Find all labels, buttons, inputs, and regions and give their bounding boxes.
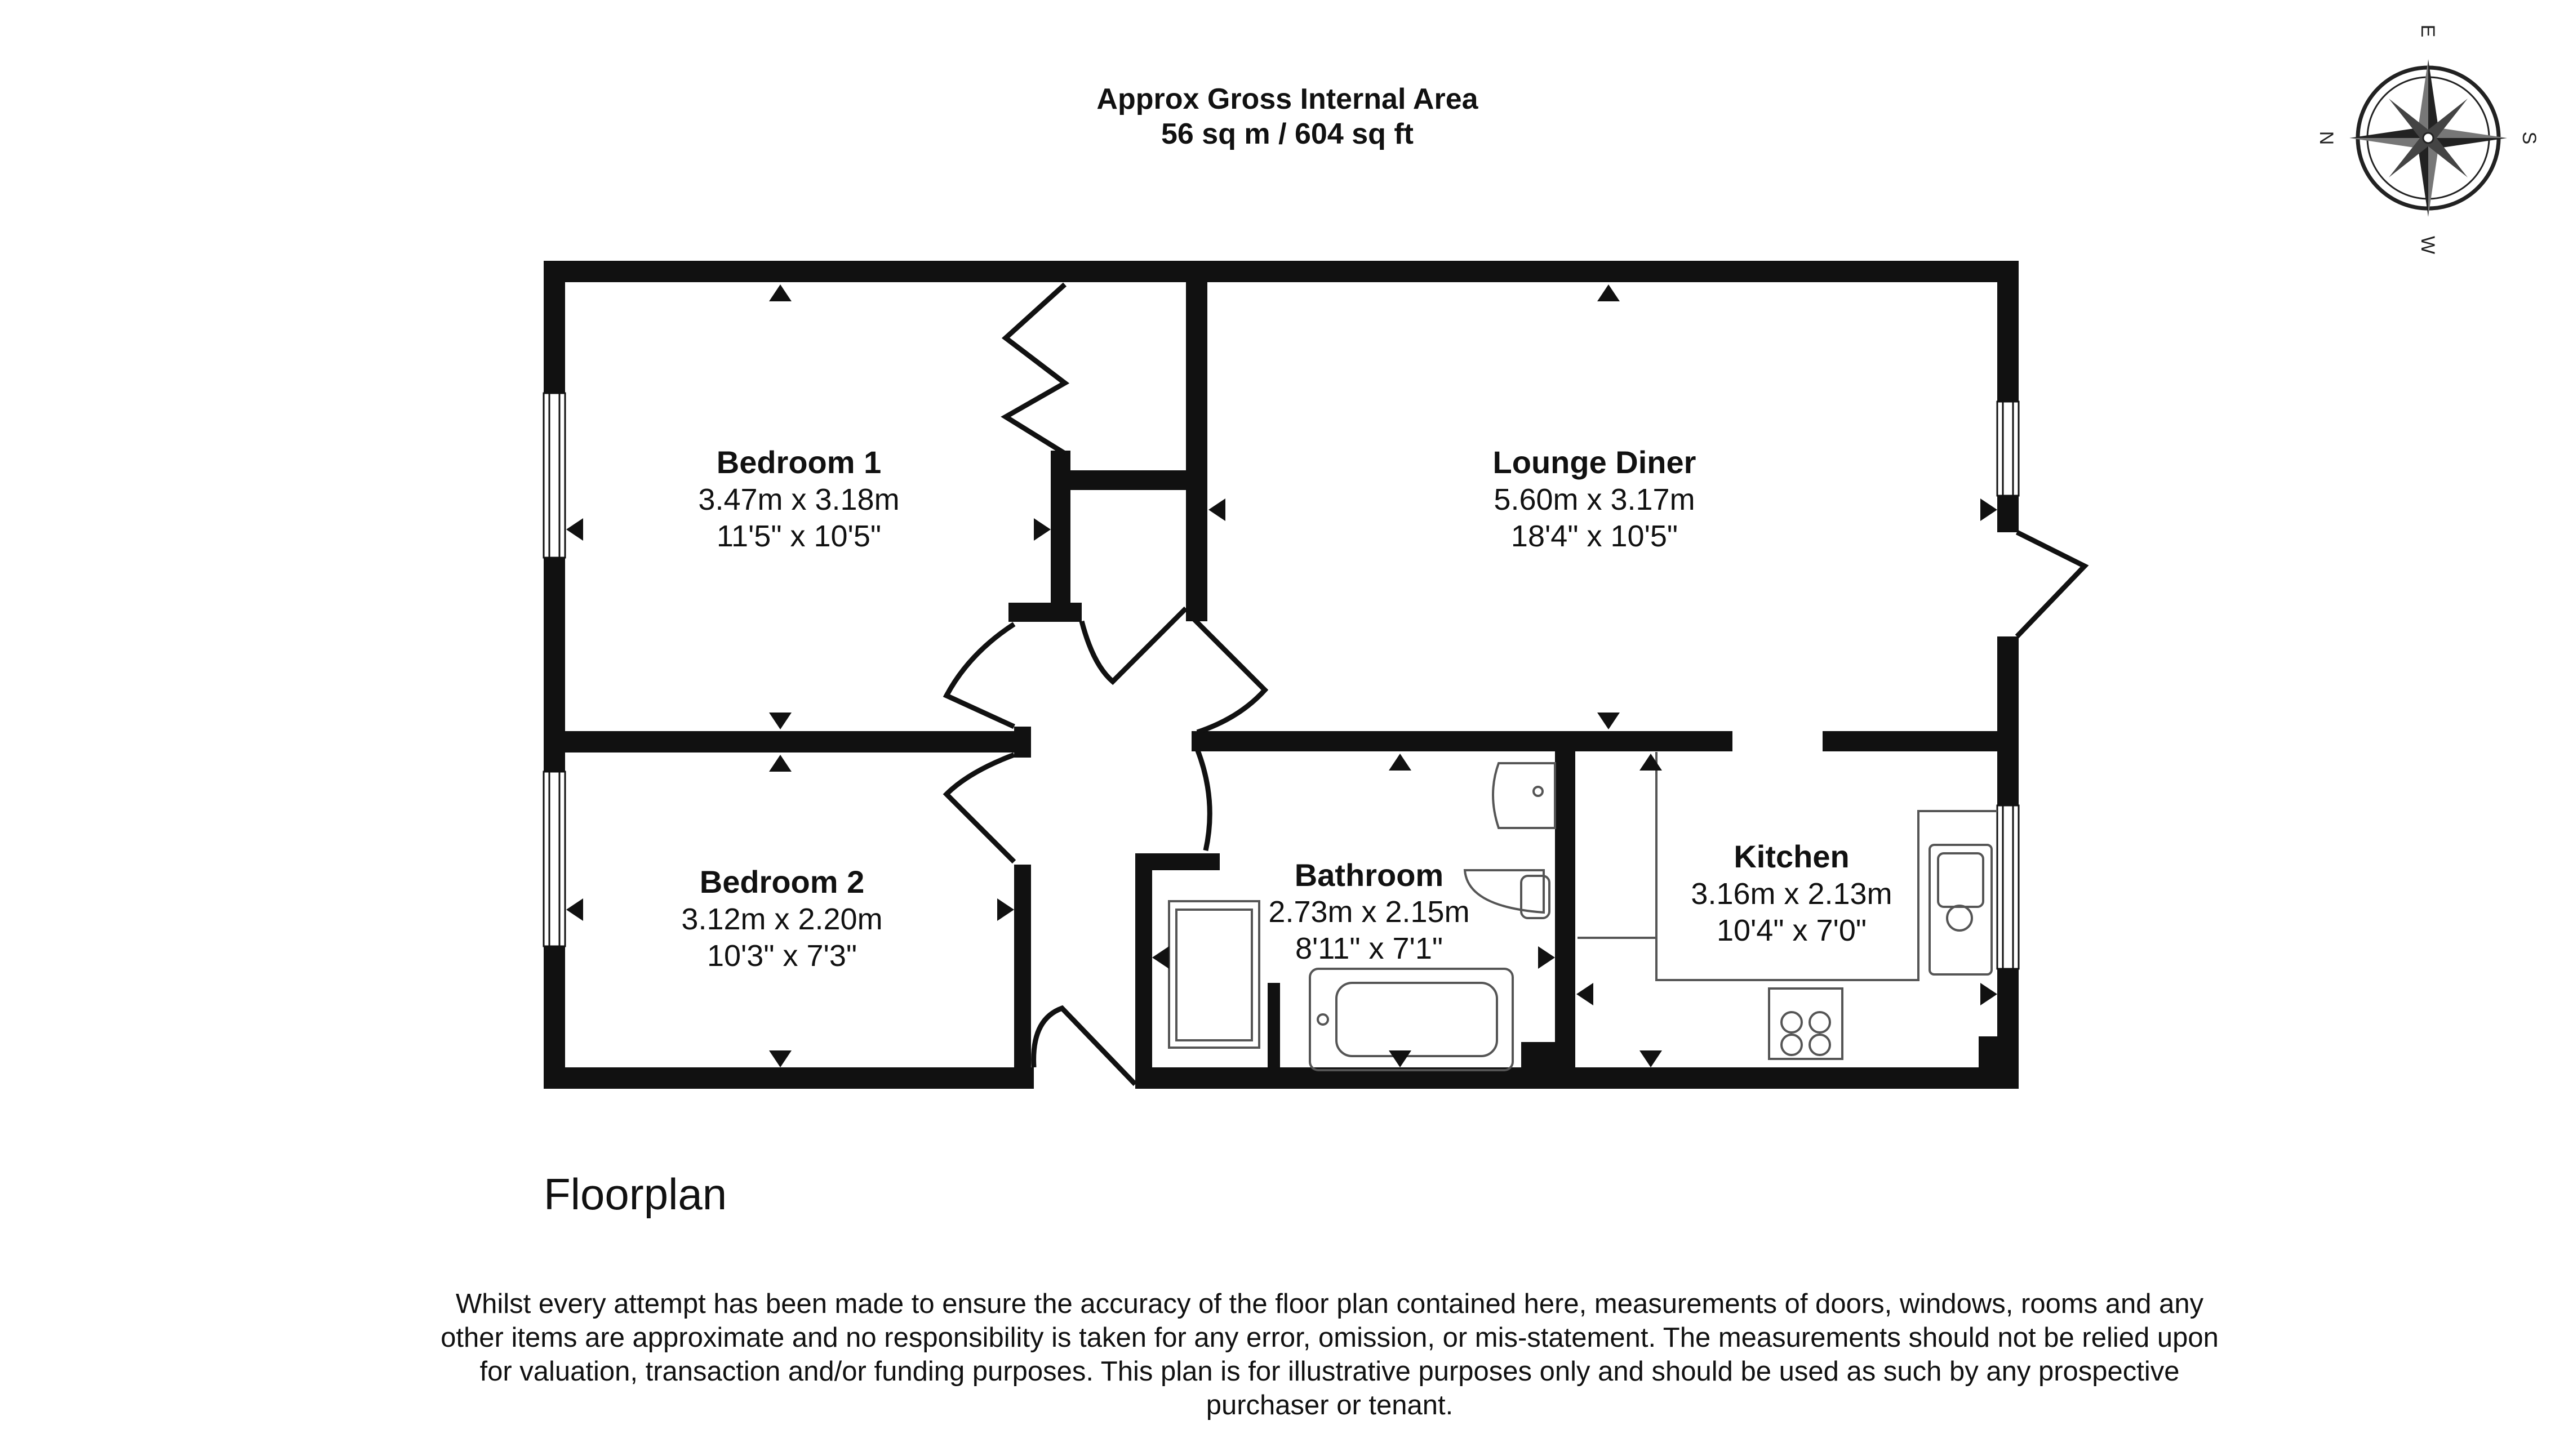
counter-left — [1578, 800, 1656, 938]
room-lounge-diner — [1493, 444, 1696, 553]
compass-e: E — [2417, 24, 2438, 38]
room-bedroom1 — [698, 444, 899, 553]
door-external — [2017, 532, 2085, 636]
room-imperial: 18'4" x 10'5" — [1510, 519, 1678, 553]
compass-w: W — [2417, 235, 2438, 255]
wall-bed1-corner — [1008, 603, 1082, 622]
wall-bed1-bed2 — [544, 731, 1028, 753]
room-bedroom2 — [681, 864, 882, 973]
wall-bath-top-left — [1144, 853, 1220, 870]
door-cupboard — [1082, 608, 1186, 682]
room-metric: 2.73m x 2.15m — [1268, 895, 1470, 929]
wall-right-mid — [1997, 636, 2019, 805]
wall-right-lower — [1997, 969, 2019, 1089]
wall-top — [544, 261, 2017, 282]
wall-hall-left-a — [1014, 727, 1031, 758]
area-title: Approx Gross Internal Area — [1096, 83, 1478, 115]
compass-rose-icon — [2316, 25, 2540, 254]
wall-bath-partition — [1268, 983, 1280, 1070]
door-wardrobe — [1006, 284, 1065, 453]
window-bedroom2 — [544, 772, 565, 946]
room-name: Bathroom — [1294, 857, 1444, 893]
room-name: Bedroom 1 — [716, 444, 882, 480]
compass-s: S — [2518, 131, 2540, 145]
room-imperial: 10'3" x 7'3" — [706, 939, 857, 973]
room-name: Kitchen — [1734, 839, 1850, 874]
wall-left-lower — [544, 946, 565, 1087]
wash-basin — [1493, 763, 1555, 828]
door-entrance — [1034, 1008, 1135, 1084]
room-metric: 5.60m x 3.17m — [1494, 483, 1695, 516]
wall-bath-corner — [1521, 1042, 1561, 1073]
wall-left-upper — [544, 261, 565, 393]
wall-bottom-right — [1135, 1067, 2017, 1089]
room-name: Bedroom 2 — [699, 864, 865, 900]
room-metric: 3.16m x 2.13m — [1691, 877, 1892, 911]
area-value: 56 sq m / 604 sq ft — [1161, 118, 1414, 150]
door-bedroom1 — [947, 624, 1014, 727]
door-lounge — [1194, 620, 1265, 732]
door-bathroom — [1197, 749, 1210, 851]
room-imperial: 10'4" x 7'0" — [1716, 914, 1867, 947]
wall-cupboard-top — [1051, 470, 1206, 490]
window-bedroom1 — [544, 393, 565, 558]
floorplan-label: Floorplan — [544, 1169, 727, 1219]
kitchen-hob — [1769, 989, 1842, 1059]
wall-bath-kitchen — [1555, 731, 1575, 1086]
wall-hall-left-b — [1014, 865, 1031, 1084]
door-bedroom2 — [947, 755, 1014, 862]
wall-bottom-left — [544, 1067, 1034, 1089]
room-imperial: 8'11" x 7'1" — [1295, 932, 1443, 965]
wall-lounge-bottom — [1192, 731, 1732, 751]
room-name: Lounge Diner — [1492, 444, 1696, 480]
wall-lounge-bottom-right — [1823, 731, 2017, 751]
window-kitchen — [1997, 805, 2019, 969]
wall-bath-left — [1135, 853, 1152, 1087]
wall-right-top — [1997, 261, 2019, 402]
wall-right-upper — [1997, 496, 2019, 532]
disclaimer-text: Whilst every attempt has been made to ensure the accuracy of the floor plan contained here, measurements of doors, windows, rooms and any other items are approximate and no responsibility is taken for any error, omission, or mis-statement. The measurements should not be relied upon for valuation, transaction and/or funding purposes. This plan is for illustrative purposes only and should be used as such by any prospective purchaser or tenant. — [441, 1289, 2219, 1421]
doors — [947, 284, 2085, 1084]
room-kitchen — [1691, 839, 1892, 947]
room-metric: 3.47m x 3.18m — [698, 483, 900, 516]
compass-n: N — [2316, 131, 2337, 145]
wall-lounge-left — [1186, 261, 1207, 621]
room-bathroom — [1268, 857, 1469, 965]
window-lounge — [1997, 402, 2019, 496]
wall-right-corner — [1979, 1036, 2001, 1070]
room-imperial: 11'5" x 10'5" — [716, 519, 882, 553]
room-metric: 3.12m x 2.20m — [681, 902, 883, 936]
shower-tray — [1169, 901, 1259, 1048]
